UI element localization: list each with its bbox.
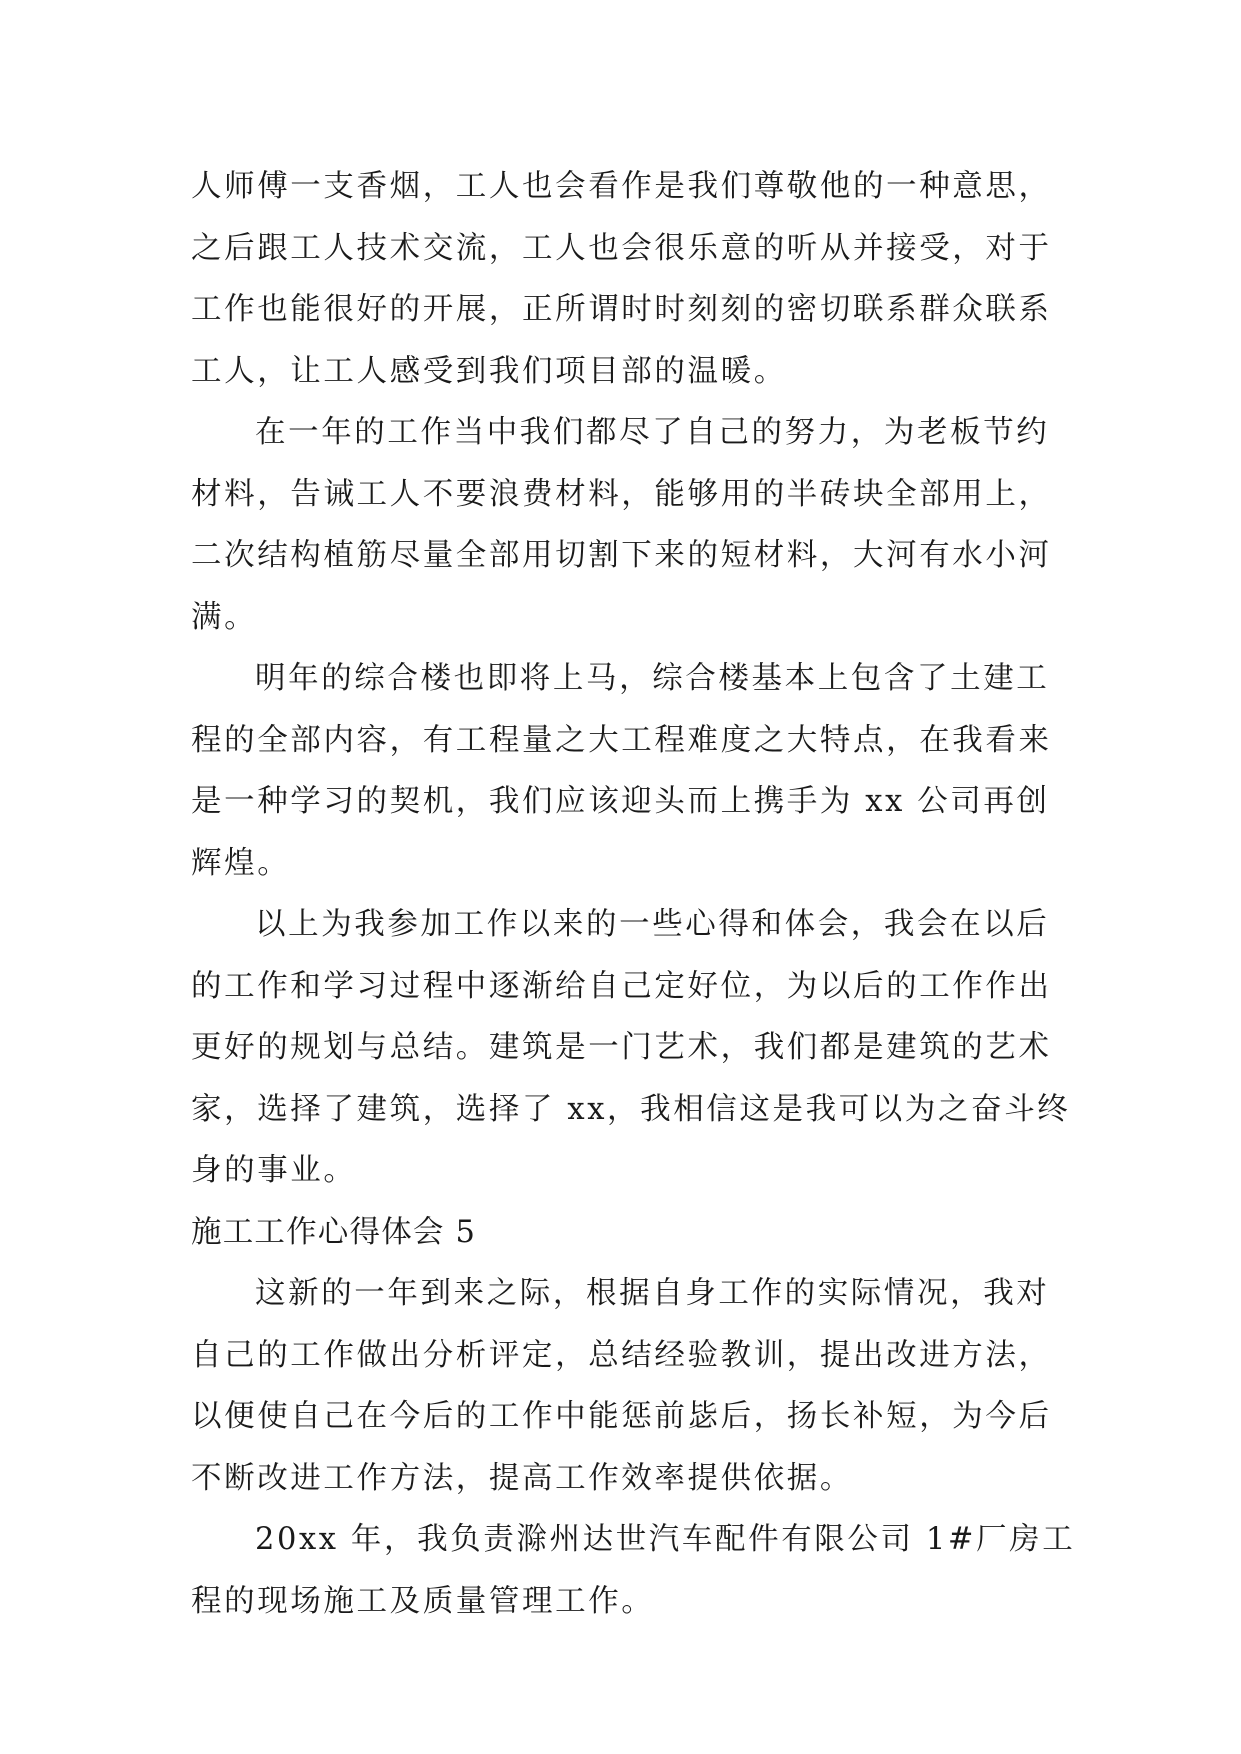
paragraph-line: 之后跟工人技术交流，工人也会很乐意的听从并接受，对于 bbox=[191, 230, 1052, 266]
paragraph-first-line: 这新的一年到来之际，根据自身工作的实际情况，我对 bbox=[255, 1276, 1050, 1311]
paragraph-line: 材料，告诫工人不要浪费材料，能够用的半砖块全部用上， bbox=[191, 476, 1052, 512]
paragraph-line: 以便使自己在今后的工作中能惩前毖后，扬长补短，为今后 bbox=[191, 1399, 1052, 1434]
paragraph-line: 工作也能很好的开展，正所谓时时刻刻的密切联系群众联系 bbox=[191, 292, 1052, 327]
paragraph-line: 是一种学习的契机，我们应该迎头而上携手为 xx 公司再创 bbox=[191, 784, 1050, 819]
paragraph-line: 工人，让工人感受到我们项目部的温暖。 bbox=[191, 353, 787, 389]
section-heading: 施工工作心得体会 5 bbox=[191, 1214, 477, 1250]
paragraph-first-line: 20xx 年，我负责滁州达世汽车配件有限公司 1#厂房工 bbox=[255, 1522, 1076, 1557]
paragraph-line: 辉煌。 bbox=[191, 845, 291, 881]
paragraph-line: 更好的规划与总结。建筑是一门艺术，我们都是建筑的艺术 bbox=[191, 1030, 1052, 1065]
paragraph-first-line: 以上为我参加工作以来的一些心得和体会，我会在以后 bbox=[255, 907, 1050, 942]
paragraph-line: 身的事业。 bbox=[191, 1153, 357, 1188]
paragraph-line: 二次结构植筋尽量全部用切割下来的短材料，大河有水小河 bbox=[191, 538, 1052, 573]
paragraph-line: 家，选择了建筑，选择了 xx，我相信这是我可以为之奋斗终 bbox=[191, 1091, 1071, 1127]
paragraph-line: 人师傅一支香烟，工人也会看作是我们尊敬他的一种意思， bbox=[191, 169, 1052, 204]
paragraph-line: 的工作和学习过程中逐渐给自己定好位，为以后的工作作出 bbox=[191, 968, 1052, 1004]
paragraph-line: 满。 bbox=[191, 599, 258, 635]
paragraph-first-line: 明年的综合楼也即将上马，综合楼基本上包含了土建工 bbox=[255, 661, 1050, 696]
paragraph-line: 自己的工作做出分析评定，总结经验教训，提出改进方法， bbox=[191, 1337, 1052, 1373]
document-body bbox=[191, 156, 1076, 1632]
paragraph-first-line: 在一年的工作当中我们都尽了自己的努力，为老板节约 bbox=[255, 415, 1050, 450]
paragraph-line: 不断改进工作方法，提高工作效率提供依据。 bbox=[191, 1460, 853, 1496]
paragraph-line: 程的现场施工及质量管理工作。 bbox=[191, 1583, 655, 1619]
paragraph-line: 程的全部内容，有工程量之大工程难度之大特点，在我看来 bbox=[191, 722, 1052, 758]
